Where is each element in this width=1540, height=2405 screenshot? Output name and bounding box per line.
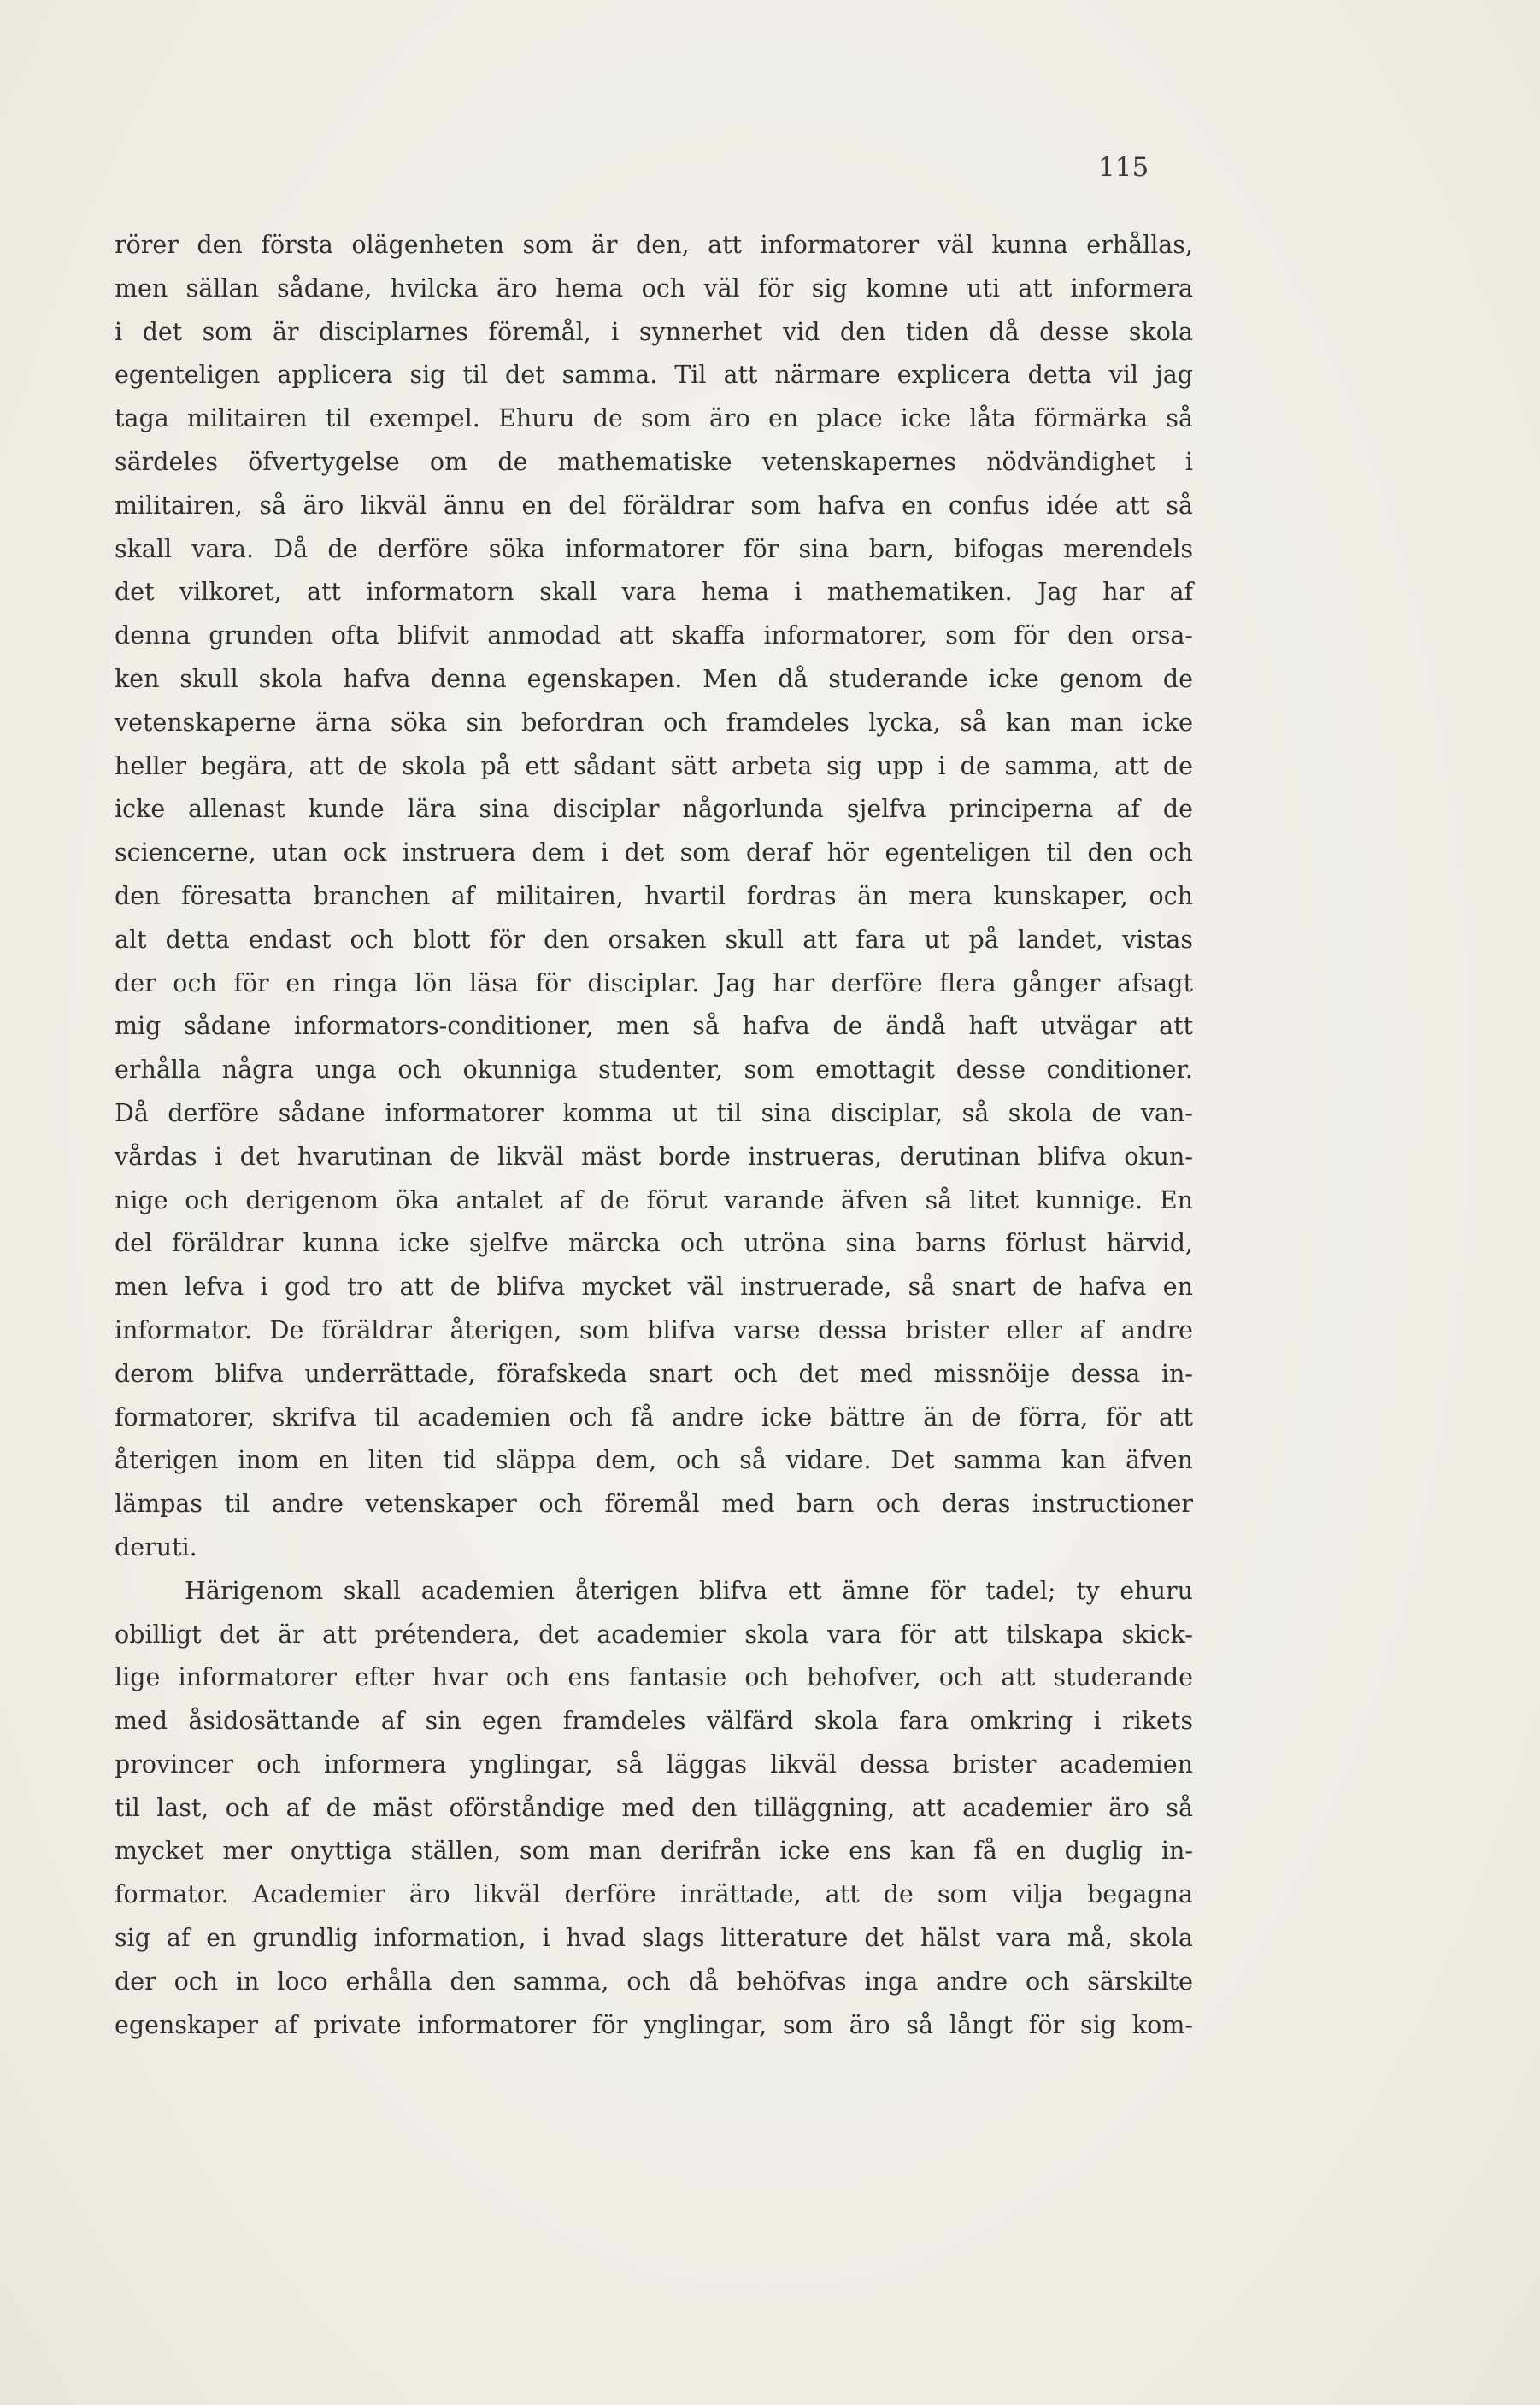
- text-line: lämpas til andre vetenskaper och föremål med barn och deras instructioner: [115, 1490, 1193, 1519]
- text-line: obilligt det är att prétendera, det academier skola vara för att tilskapa skick-: [115, 1620, 1193, 1649]
- text-line: vetenskaperne ärna söka sin befordran och framdeles lycka, så kan man icke: [115, 708, 1193, 737]
- text-line: mycket mer onyttiga ställen, som man derifrån icke ens kan få en duglig in-: [115, 1837, 1193, 1866]
- text-line: heller begära, att de skola på ett sådant sätt arbeta sig upp i de samma, att de: [115, 751, 1193, 780]
- text-line: til last, och af de mäst oförståndige med den tilläggning, att academier äro så: [115, 1793, 1193, 1822]
- text-line: erhålla några unga och okunniga studenter, som emottagit desse conditioner.: [115, 1055, 1193, 1085]
- text-line: men sällan sådane, hvilcka äro hema och väl för sig komne uti att informera: [115, 273, 1193, 303]
- text-line: Då derföre sådane informatorer komma ut til sina disciplar, så skola de van-: [115, 1098, 1193, 1127]
- text-line: ken skull skola hafva denna egenskapen. Men då studerande icke genom de: [115, 664, 1193, 693]
- text-line: den föresatta branchen af militairen, hvartil fordras än mera kunskaper, och: [115, 881, 1193, 910]
- text-line: militairen, så äro likväl ännu en del föräldrar som hafva en confus idée att så: [115, 491, 1193, 520]
- page-number: 115: [1098, 152, 1149, 183]
- text-line: alt detta endast och blott för den orsaken skull att fara ut på landet, vistas: [115, 925, 1193, 954]
- text-line: sciencerne, utan ock instruera dem i det som deraf hör egenteligen til den och: [115, 838, 1193, 867]
- text-line: formator. Academier äro likväl derföre inrättade, att de som vilja begagna: [115, 1880, 1193, 1909]
- text-line: der och för en ringa lön läsa för disciplar. Jag har derföre flera gånger afsagt: [115, 968, 1193, 997]
- text-line: återigen inom en liten tid släppa dem, och så vidare. Det samma kan äfven: [115, 1446, 1193, 1475]
- text-line: skall vara. Då de derföre söka informatorer för sina barn, bifogas merendels: [115, 534, 1193, 563]
- text-line: formatorer, skrifva til academien och få andre icke bättre än de förra, för att: [115, 1402, 1193, 1432]
- text-line: Härigenom skall academien återigen blifva ett ämne för tadel; ty ehuru: [185, 1576, 1193, 1605]
- text-line: denna grunden ofta blifvit anmodad att skaffa informatorer, som för den orsa-: [115, 621, 1193, 650]
- text-line: derom blifva underrättade, förafskeda snart och det med missnöije dessa in-: [115, 1359, 1193, 1388]
- text-line: i det som är disciplarnes föremål, i synnerhet vid den tiden då desse skola: [115, 317, 1193, 346]
- text-line: rörer den första olägenheten som är den, att informatorer väl kunna erhållas,: [115, 231, 1193, 259]
- text-line: provincer och informera ynglingar, så läggas likväl dessa brister academien: [115, 1749, 1193, 1779]
- text-line: icke allenast kunde lära sina disciplar någorlunda sjelfva principerna af de: [115, 795, 1193, 824]
- text-line: taga militairen til exempel. Ehuru de som äro en place icke låta förmärka så: [115, 404, 1193, 433]
- text-line: men lefva i god tro att de blifva mycket väl instruerade, så snart de hafva en: [115, 1273, 1193, 1302]
- text-line: det vilkoret, att informatorn skall vara hema i mathematiken. Jag har af: [115, 578, 1193, 607]
- text-line: egenteligen applicera sig til det samma. Til att närmare explicera detta vil jag: [115, 361, 1193, 390]
- text-line: der och in loco erhålla den samma, och då behöfvas inga andre och särskilte: [115, 1967, 1193, 1996]
- text-line: särdeles öfvertygelse om de mathematiske vetenskapernes nödvändighet i: [115, 447, 1193, 476]
- text-line: med åsidosättande af sin egen framdeles välfärd skola fara omkring i rikets: [115, 1707, 1193, 1736]
- text-line: deruti.: [115, 1532, 197, 1561]
- body-text: [115, 224, 1193, 2047]
- text-line: vårdas i det hvarutinan de likväl mäst borde instrueras, derutinan blifva okun-: [115, 1142, 1193, 1171]
- text-line: sig af en grundlig information, i hvad slags litterature det hälst vara må, skola: [115, 1924, 1193, 1953]
- text-line: informator. De föräldrar återigen, som blifva varse dessa brister eller af andre: [115, 1315, 1193, 1344]
- text-line: nige och derigenom öka antalet af de förut varande äfven så litet kunnige. En: [115, 1185, 1193, 1214]
- text-line: lige informatorer efter hvar och ens fantasie och behofver, och att studerande: [115, 1663, 1193, 1692]
- text-line: egenskaper af private informatorer för ynglingar, som äro så långt för sig kom-: [115, 2010, 1193, 2039]
- text-line: mig sådane informators-conditioner, men så hafva de ändå haft utvägar att: [115, 1012, 1193, 1041]
- text-line: del föräldrar kunna icke sjelfve märcka och utröna sina barns förlust härvid,: [115, 1229, 1193, 1258]
